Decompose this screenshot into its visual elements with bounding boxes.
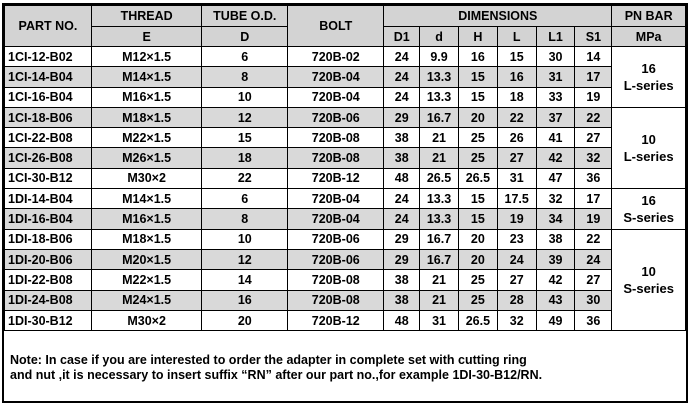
header-part-no: PART NO. (5, 6, 92, 47)
table-cell: 15 (497, 47, 536, 67)
table-cell: 25 (458, 270, 497, 290)
table-row (5, 209, 686, 229)
table-cell: 22 (202, 168, 288, 188)
table-cell: 29 (384, 229, 420, 249)
note (10, 353, 682, 383)
pn-series: S-series (623, 209, 674, 225)
table-cell: M26×1.5 (91, 148, 201, 168)
table-cell: 15 (458, 67, 497, 87)
table-row (5, 189, 686, 209)
table-cell: 12 (202, 249, 288, 269)
table-cell: 20 (458, 229, 497, 249)
table-cell: 49 (536, 310, 575, 330)
table-cell: 20 (458, 107, 497, 127)
table-cell: 30 (575, 290, 612, 310)
pn-group-cell (612, 107, 686, 188)
table-cell: 720B-06 (288, 229, 384, 249)
table-cell: 17.5 (497, 189, 536, 209)
table-cell: 15 (458, 189, 497, 209)
table-cell: 13.3 (420, 209, 459, 229)
table-cell: M18×1.5 (91, 229, 201, 249)
table-cell: 9.9 (420, 47, 459, 67)
part-number-cell: 1CI-30-B12 (5, 168, 92, 188)
header-dim-d: d (420, 27, 459, 47)
part-number-cell: 1DI-18-B06 (5, 229, 92, 249)
table-cell: M18×1.5 (91, 107, 201, 127)
dimensions-table (4, 5, 686, 331)
table-cell: 13.3 (420, 189, 459, 209)
header-thread: THREAD (91, 6, 201, 27)
table-cell: 31 (536, 67, 575, 87)
table-row (5, 87, 686, 107)
table-cell: 26 (497, 128, 536, 148)
table-cell: 26.5 (458, 168, 497, 188)
part-number-cell: 1DI-24-B08 (5, 290, 92, 310)
header-thread-sub: E (91, 27, 201, 47)
table-cell: 21 (420, 128, 459, 148)
note-line-2: and nut ,it is necessary to insert suffix “RN” after our part no.,for example 1DI-30-B12/RN. (10, 368, 543, 382)
table-cell: 41 (536, 128, 575, 148)
table-cell: 720B-06 (288, 249, 384, 269)
table-cell: 38 (384, 290, 420, 310)
table-cell: 24 (384, 189, 420, 209)
table-cell: 22 (575, 229, 612, 249)
table-body (5, 47, 686, 331)
table-cell: 26.5 (420, 168, 459, 188)
table-cell: 19 (575, 209, 612, 229)
table-cell: 47 (536, 168, 575, 188)
table-cell: 720B-08 (288, 148, 384, 168)
table-cell: 22 (575, 107, 612, 127)
header-dimensions: DIMENSIONS (384, 6, 612, 27)
part-number-cell: 1DI-14-B04 (5, 189, 92, 209)
table-cell: 720B-04 (288, 67, 384, 87)
table-cell: 15 (458, 87, 497, 107)
table-cell: 34 (536, 209, 575, 229)
table-cell: 14 (202, 270, 288, 290)
table-cell: 29 (384, 249, 420, 269)
table-cell: 36 (575, 168, 612, 188)
table-cell: 32 (575, 148, 612, 168)
table-cell: M14×1.5 (91, 189, 201, 209)
part-number-cell: 1CI-12-B02 (5, 47, 92, 67)
table-cell: 48 (384, 310, 420, 330)
part-number-cell: 1CI-22-B08 (5, 128, 92, 148)
table-cell: 16 (497, 67, 536, 87)
table-cell: 21 (420, 148, 459, 168)
table-cell: 30 (536, 47, 575, 67)
pn-value: 10 (641, 263, 656, 279)
table-cell: 38 (384, 148, 420, 168)
table-cell: 38 (384, 270, 420, 290)
header-dim-l: L (497, 27, 536, 47)
pn-series: S-series (623, 280, 674, 296)
table-row (5, 229, 686, 249)
table-cell: 15 (458, 209, 497, 229)
table-cell: 25 (458, 290, 497, 310)
table-cell: 24 (384, 87, 420, 107)
table-cell: 24 (384, 67, 420, 87)
pn-series: L-series (623, 77, 674, 93)
header-dim-d1: D1 (384, 27, 420, 47)
table-cell: 21 (420, 290, 459, 310)
part-number-cell: 1CI-18-B06 (5, 107, 92, 127)
table-cell: 720B-04 (288, 87, 384, 107)
part-number-cell: 1DI-22-B08 (5, 270, 92, 290)
table-cell: 720B-12 (288, 168, 384, 188)
table-cell: M22×1.5 (91, 270, 201, 290)
table-cell: 32 (536, 189, 575, 209)
header-bolt: BOLT (288, 6, 384, 47)
table-cell: 25 (458, 148, 497, 168)
table-cell: M30×2 (91, 310, 201, 330)
table-cell: 33 (536, 87, 575, 107)
table-cell: M12×1.5 (91, 47, 201, 67)
pn-value: 10 (641, 131, 656, 147)
table-row (5, 47, 686, 67)
table-row (5, 67, 686, 87)
table-cell: 12 (202, 107, 288, 127)
table-row (5, 270, 686, 290)
table-cell: 10 (202, 87, 288, 107)
table-cell: M30×2 (91, 168, 201, 188)
table-cell: 720B-08 (288, 270, 384, 290)
table-cell: 10 (202, 229, 288, 249)
table-cell: 24 (384, 47, 420, 67)
table-cell: 37 (536, 107, 575, 127)
table-cell: 6 (202, 189, 288, 209)
table-cell: 31 (497, 168, 536, 188)
header-dim-h: H (458, 27, 497, 47)
header-tube-od-sub: D (202, 27, 288, 47)
table-cell: 16.7 (420, 229, 459, 249)
table-cell: 20 (458, 249, 497, 269)
table-cell: 18 (497, 87, 536, 107)
table-cell: 39 (536, 249, 575, 269)
table-cell: 24 (575, 249, 612, 269)
table-cell: M16×1.5 (91, 87, 201, 107)
table-cell: 720B-06 (288, 107, 384, 127)
table-cell: 20 (202, 310, 288, 330)
table-cell: 38 (384, 128, 420, 148)
table-cell: 720B-12 (288, 310, 384, 330)
table-cell: 28 (497, 290, 536, 310)
pn-group-cell (612, 47, 686, 108)
pn-value: 16 (641, 192, 656, 208)
pn-group-cell (612, 229, 686, 330)
table-cell: 24 (497, 249, 536, 269)
part-number-cell: 1CI-16-B04 (5, 87, 92, 107)
table-cell: M14×1.5 (91, 67, 201, 87)
table-row (5, 128, 686, 148)
pn-value: 16 (641, 60, 656, 76)
header-dim-l1: L1 (536, 27, 575, 47)
part-number-cell: 1CI-14-B04 (5, 67, 92, 87)
table-cell: 22 (497, 107, 536, 127)
header-pn-unit: MPa (612, 27, 686, 47)
table-cell: 16 (202, 290, 288, 310)
table-cell: 27 (575, 128, 612, 148)
table-cell: 19 (497, 209, 536, 229)
table-cell: 13.3 (420, 67, 459, 87)
table-cell: 720B-08 (288, 128, 384, 148)
table-cell: M22×1.5 (91, 128, 201, 148)
table-cell: 27 (497, 270, 536, 290)
table-cell: 16.7 (420, 249, 459, 269)
part-number-cell: 1DI-30-B12 (5, 310, 92, 330)
table-cell: 32 (497, 310, 536, 330)
table-cell: M20×1.5 (91, 249, 201, 269)
table-cell: 720B-04 (288, 209, 384, 229)
part-number-cell: 1DI-20-B06 (5, 249, 92, 269)
table-cell: 8 (202, 209, 288, 229)
table-cell: 31 (420, 310, 459, 330)
table-row (5, 148, 686, 168)
table-cell: 17 (575, 189, 612, 209)
table-cell: 13.3 (420, 87, 459, 107)
table-cell: M16×1.5 (91, 209, 201, 229)
table-cell: 24 (384, 209, 420, 229)
table-cell: 21 (420, 270, 459, 290)
table-row (5, 310, 686, 330)
table-cell: 18 (202, 148, 288, 168)
table-cell: 15 (202, 128, 288, 148)
table-cell: 16.7 (420, 107, 459, 127)
table-cell: 14 (575, 47, 612, 67)
table-cell: 29 (384, 107, 420, 127)
table-cell: 720B-08 (288, 290, 384, 310)
pn-group-cell (612, 189, 686, 230)
table-cell: 23 (497, 229, 536, 249)
table-cell: 42 (536, 148, 575, 168)
table-cell: 43 (536, 290, 575, 310)
part-number-cell: 1DI-16-B04 (5, 209, 92, 229)
table-cell: 27 (497, 148, 536, 168)
table-cell: 16 (458, 47, 497, 67)
table-cell: 19 (575, 87, 612, 107)
table-cell: 38 (536, 229, 575, 249)
table-cell: 6 (202, 47, 288, 67)
table-cell: 27 (575, 270, 612, 290)
header-pn-bar: PN BAR (612, 6, 686, 27)
table-cell: 8 (202, 67, 288, 87)
spec-sheet (2, 3, 688, 403)
table-cell: 720B-02 (288, 47, 384, 67)
table-cell: 36 (575, 310, 612, 330)
table-cell: M24×1.5 (91, 290, 201, 310)
note-line-1: Note: In case if you are interested to order the adapter in complete set with cutting ring (10, 353, 527, 367)
table-cell: 720B-04 (288, 189, 384, 209)
pn-series: L-series (623, 148, 674, 164)
part-number-cell: 1CI-26-B08 (5, 148, 92, 168)
table-cell: 17 (575, 67, 612, 87)
header-tube-od: TUBE O.D. (202, 6, 288, 27)
table-row (5, 290, 686, 310)
table-cell: 26.5 (458, 310, 497, 330)
table-row (5, 107, 686, 127)
table-cell: 25 (458, 128, 497, 148)
table-cell: 42 (536, 270, 575, 290)
table-cell: 48 (384, 168, 420, 188)
table-row (5, 249, 686, 269)
table-row (5, 168, 686, 188)
header-dim-s1: S1 (575, 27, 612, 47)
